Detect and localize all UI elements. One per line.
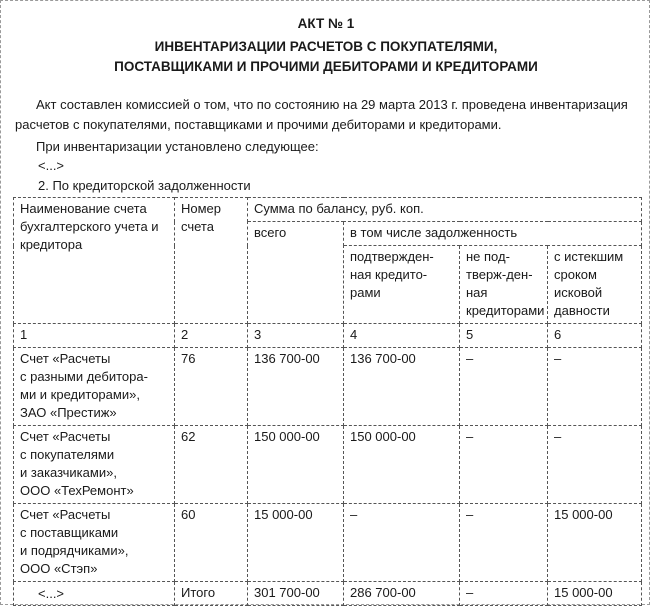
total-sum: 301 700-00: [248, 582, 344, 606]
column-number: 4: [344, 324, 460, 348]
row-confirmed: –: [344, 504, 460, 582]
header-name: Наименование счета бухгалтерского учета и кредитора: [14, 198, 175, 324]
row-confirmed: 150 000-00: [344, 426, 460, 504]
row-confirmed: 136 700-00: [344, 348, 460, 426]
row-expired: –: [548, 348, 642, 426]
table-row: [14, 426, 642, 504]
row-unconfirmed: –: [460, 426, 548, 504]
row-account-number: 76: [175, 348, 248, 426]
row-total: 136 700-00: [248, 348, 344, 426]
header-balance: Сумма по балансу, руб. коп.: [248, 198, 642, 222]
header-total: всего: [248, 222, 344, 324]
account-name-line: Счет «Расчеты: [20, 429, 111, 444]
found-text: При инвентаризации установлено следующее:: [36, 139, 319, 154]
row-total: 150 000-00: [248, 426, 344, 504]
account-name-line: и заказчиками»,: [20, 465, 117, 480]
account-name-line: Счет «Расчеты: [20, 351, 111, 366]
row-account-name: [14, 426, 175, 504]
row-expired: 15 000-00: [548, 504, 642, 582]
column-number: 2: [175, 324, 248, 348]
column-number: 5: [460, 324, 548, 348]
creditor-table: [13, 197, 642, 606]
account-name-line: с разными дебитора-: [20, 369, 148, 384]
account-name-line: ЗАО «Престиж»: [20, 405, 117, 420]
header-number: Номер счета: [175, 198, 248, 324]
header-incl: в том числе задолженность: [344, 222, 642, 246]
ellipsis-top: <...>: [38, 158, 65, 173]
account-name-line: с покупателями: [20, 447, 115, 462]
section-title: 2. По кредиторской задолженности: [38, 178, 251, 193]
column-number-row: [14, 324, 642, 348]
header-unconfirmed: не под-тверж-ден-ная кредиторами: [460, 246, 548, 324]
header-confirmed: подтвержден-ная кредито-рами: [344, 246, 460, 324]
total-unconfirmed: –: [460, 582, 548, 606]
intro-text-line1: Акт составлен комиссией о том, что по состоянию на 29 марта 2013 г. проведена инвентаризация: [36, 97, 628, 112]
table-row: [14, 504, 642, 582]
row-account-number: 60: [175, 504, 248, 582]
row-account-name: [14, 348, 175, 426]
row-account-number: 62: [175, 426, 248, 504]
total-expired: 15 000-00: [548, 582, 642, 606]
doc-title: АКТ № 1: [297, 16, 355, 31]
column-number: 3: [248, 324, 344, 348]
row-unconfirmed: –: [460, 348, 548, 426]
column-number: 6: [548, 324, 642, 348]
table-row: [14, 348, 642, 426]
account-name-line: ООО «ТехРемонт»: [20, 483, 134, 498]
row-total: 15 000-00: [248, 504, 344, 582]
row-expired: –: [548, 426, 642, 504]
doc-subtitle-line2: ПОСТАВЩИКАМИ И ПРОЧИМИ ДЕБИТОРАМИ И КРЕДИТОРАМИ: [114, 59, 538, 74]
account-name-line: с поставщиками: [20, 525, 119, 540]
doc-subtitle-line1: ИНВЕНТАРИЗАЦИИ РАСЧЕТОВ С ПОКУПАТЕЛЯМИ,: [154, 39, 498, 54]
header-expired: с истекшим сроком исковой давности: [548, 246, 642, 324]
row-unconfirmed: –: [460, 504, 548, 582]
total-row: [14, 582, 642, 606]
account-name-line: Счет «Расчеты: [20, 507, 111, 522]
account-name-line: ми и кредиторами»,: [20, 387, 140, 402]
row-account-name: [14, 504, 175, 582]
account-name-line: и подрядчиками»,: [20, 543, 129, 558]
account-name-line: ООО «Стэп»: [20, 561, 98, 576]
table-header-row: [14, 198, 642, 222]
intro-text-line2: расчетов с покупателями, поставщиками и прочими дебиторами и кредиторами.: [15, 117, 502, 132]
ellipsis-bottom: <...>: [38, 586, 65, 601]
total-label: Итого: [175, 582, 248, 606]
total-confirmed: 286 700-00: [344, 582, 460, 606]
column-number: 1: [14, 324, 175, 348]
